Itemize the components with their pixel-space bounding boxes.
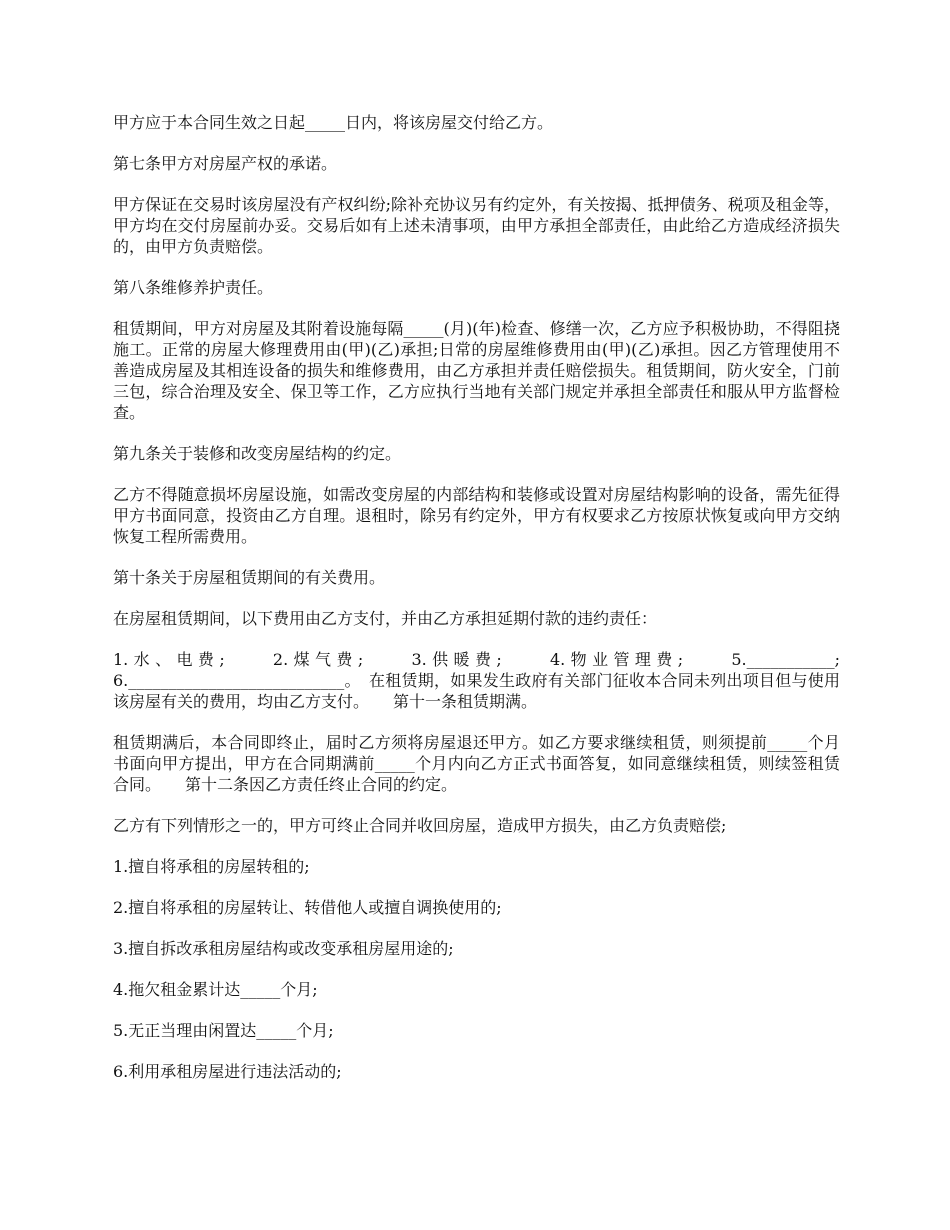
list-item-sublet: 1.擅自将承租的房屋转租的; — [113, 857, 310, 876]
paragraph-renovation: 乙方不得随意损坏房屋设施，如需改变房屋的内部结构和装修或设置对房屋结构影响的设备，需先征得甲方书面同意，投资由乙方自理。退租时，除另有约定外，甲方有权要求乙方按原状恢复或向甲方交纳恢复工程所需费用。 — [113, 485, 840, 546]
paragraph-termination-intro: 乙方有下列情形之一的，甲方可终止合同并收回房屋，造成甲方损失，由乙方负责赔偿; — [113, 816, 727, 835]
heading-article-7: 第七条甲方对房屋产权的承诺。 — [113, 154, 338, 173]
list-item-illegal-use: 6.利用承租房屋进行违法活动的; — [113, 1062, 342, 1081]
paragraph-lease-expiry: 租赁期满后，本合同即终止，届时乙方须将房屋退还甲方。如乙方要求继续租赁，则须提前_____个月书面向甲方提出，甲方在合同期满前_____个月内向乙方正式书面答复，如同意继续租赁，则续签租赁合同。 第十二条因乙方责任终止合同的约定。 — [113, 733, 840, 794]
paragraph-maintenance: 租赁期间，甲方对房屋及其附着设施每隔_____(月)(年)检查、修缮一次，乙方应予积极协助，不得阻挠施工。正常的房屋大修理费用由(甲)(乙)承担;日常的房屋维修费用由(甲)(乙)承担。因乙方管理使用不善造成房屋及其相连设备的损失和维修费用，由乙方承担并责任赔偿损失。租赁期间，防火安全，门前三包，综合治理及安全、保卫等工作，乙方应执行当地有关部门规定并承担全部责任和服从甲方监督检查。 — [113, 319, 840, 422]
list-item-idle: 5.无正当理由闲置达_____个月; — [113, 1021, 334, 1040]
paragraph-fees-list: 1.水、电费; 2.煤气费; 3.供暖费; 4.物业管理费; 5.___________; 6.___________________________。 在租赁期，如果发生政府有关部门征收本合同未列出项目但与使用该房屋有关的费用，均由乙方支付。 第十一条租赁期满。 — [113, 650, 846, 711]
document-body — [113, 112, 846, 1102]
list-item-transfer: 2.擅自将承租的房屋转让、转借他人或擅自调换使用的; — [113, 898, 502, 917]
heading-article-8: 第八条维修养护责任。 — [113, 278, 274, 297]
paragraph-delivery-deadline: 甲方应于本合同生效之日起_____日内，将该房屋交付给乙方。 — [113, 113, 554, 132]
heading-article-9: 第九条关于装修和改变房屋结构的约定。 — [113, 444, 402, 463]
heading-article-10: 第十条关于房屋租赁期间的有关费用。 — [113, 568, 386, 587]
paragraph-property-rights: 甲方保证在交易时该房屋没有产权纠纷;除补充协议另有约定外，有关按揭、抵押债务、税项及租金等，甲方均在交付房屋前办妥。交易后如有上述未清事项，由甲方承担全部责任，由此给乙方造成经济损失的，由甲方负责赔偿。 — [113, 195, 840, 256]
paragraph-fees-intro: 在房屋租赁期间，以下费用由乙方支付，并由乙方承担延期付款的违约责任： — [113, 609, 658, 628]
list-item-rent-arrears: 4.拖欠租金累计达_____个月; — [113, 980, 318, 999]
list-item-alteration: 3.擅自拆改承租房屋结构或改变承租房屋用途的; — [113, 939, 454, 958]
